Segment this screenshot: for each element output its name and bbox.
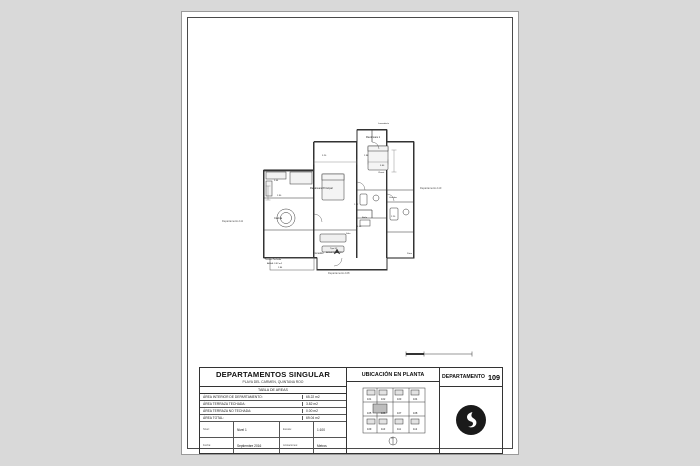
metadata-key-acotaciones: [280, 438, 314, 453]
svg-text:105: 105: [367, 412, 372, 415]
area-label: ÁREA TOTAL:: [203, 416, 224, 420]
sheet-metadata: [200, 422, 346, 453]
annotation-tipo: Tipo 52: [330, 248, 338, 250]
area-value: 3.82 m2: [302, 402, 346, 406]
dimension-2-90: 2.90: [277, 195, 282, 197]
metadata-label: Nivel:: [203, 428, 210, 431]
metadata-label: Fecha:: [203, 444, 211, 447]
title-block: [199, 367, 503, 454]
room-label-patio: Patio: [407, 253, 412, 255]
svg-text:106: 106: [381, 412, 386, 415]
metadata-key-fecha: [200, 438, 234, 453]
dimension-3-44: 3.44: [274, 180, 279, 182]
north-label: N: [391, 437, 394, 440]
unit-number: 109: [487, 372, 500, 382]
dimension-1-72: 1.72: [354, 204, 359, 206]
room-label-recamara-principal: Recámara Principal: [310, 187, 333, 190]
metadata-row-date: [200, 438, 346, 453]
svg-text:112: 112: [413, 428, 418, 431]
svg-text:108: 108: [413, 412, 418, 415]
annotation-departamento-110: Departamento 110: [420, 187, 442, 190]
svg-text:102: 102: [381, 398, 386, 401]
unit-header: [440, 368, 502, 387]
dimension-1-40: 1.40: [357, 226, 362, 228]
dimension-2-20: 2.20: [391, 216, 396, 218]
logo-area: [440, 387, 502, 453]
svg-text:111: 111: [397, 428, 401, 431]
dimension-3-60: 3.60: [380, 165, 385, 167]
area-value: 69.04 m2: [302, 416, 346, 420]
key-plan-panel: [347, 368, 440, 453]
annotation-area-int: ÁREA INT.= 7.93: [326, 252, 343, 254]
room-label-cocina: Cocina: [274, 217, 283, 220]
area-table-title: TABLA DE AREAS: [200, 387, 346, 394]
project-title: [200, 368, 346, 387]
area-value: 65.22 m2: [302, 395, 346, 399]
room-label-sala: Sala: [346, 233, 351, 235]
table-row: [200, 401, 346, 408]
annotation-departamento-111: Departamento 111: [222, 220, 244, 223]
room-label-closet: Closet: [378, 172, 385, 174]
floor-plan-svg: [182, 22, 520, 312]
metadata-key-nivel: [200, 422, 234, 437]
area-label: ÁREA INTERIOR DE DEPARTAMENTO:: [203, 395, 263, 399]
scale-bar: [404, 345, 474, 355]
logo-mark-icon: [460, 409, 482, 431]
svg-text:104: 104: [413, 398, 418, 401]
room-label-vestidor: Vestidor: [389, 197, 397, 199]
area-table: [200, 394, 346, 422]
metadata-row-level: [200, 422, 346, 438]
unit-label: DEPARTAMENTO: [442, 374, 485, 380]
metadata-key-escala: [280, 422, 314, 437]
metadata-label: Acotaciones:: [283, 444, 298, 447]
annotation-terraza-dim: 2.84: [278, 267, 283, 269]
project-location: PLAYA DEL CARMEN, QUINTANA ROO: [242, 380, 304, 384]
svg-text:109: 109: [367, 428, 372, 431]
room-label-comedor: Comedor: [313, 252, 324, 255]
key-plan-title: UBICACIÓN EN PLANTA: [347, 368, 439, 382]
area-value: 0.00 m2: [302, 409, 346, 413]
brand-logo-icon: [456, 405, 486, 435]
annotation-departamento-108: Departamento 108: [328, 272, 350, 275]
floor-plan-drawing: [182, 22, 520, 312]
title-block-left: [200, 368, 347, 453]
metadata-value: Metros: [317, 443, 327, 448]
metadata-value: 1:100: [317, 427, 325, 432]
svg-text:101: 101: [367, 398, 372, 401]
metadata-value-fecha: [234, 438, 280, 453]
area-label: ÁREA TERRAZA NO TECHADA:: [203, 409, 252, 413]
metadata-value-acotaciones: [314, 438, 346, 453]
drawing-sheet: [181, 11, 519, 455]
table-row: [200, 408, 346, 415]
area-label: ÁREA TERRAZA TECHADA:: [203, 402, 246, 406]
metadata-label: Escala:: [283, 428, 292, 431]
metadata-value: Nivel 1: [237, 427, 247, 432]
key-plan-svg: [347, 382, 440, 448]
metadata-value: Septiembre 2016: [237, 443, 262, 448]
room-label-bano: Baño: [362, 217, 368, 219]
unit-panel: [440, 368, 502, 453]
svg-text:107: 107: [397, 412, 402, 415]
svg-text:110: 110: [381, 428, 386, 431]
room-label-lavanderia: Lavandería: [378, 123, 389, 125]
table-row: [200, 394, 346, 401]
table-row: [200, 415, 346, 422]
dimension-3-20: 3.20: [322, 155, 327, 157]
annotation-terraza-techada: Terraza Techada: [265, 259, 282, 261]
key-plan: [347, 382, 439, 453]
project-name: DEPARTAMENTOS SINGULAR: [215, 370, 331, 379]
metadata-value-nivel: [234, 422, 280, 437]
metadata-value-escala: [314, 422, 346, 437]
room-label-recamara-1: Recámara 1: [366, 136, 381, 139]
annotation-area-terraza: ÁREA: 3.82 m2: [267, 263, 283, 265]
dimension-2-98: 2.98: [364, 155, 369, 157]
svg-text:103: 103: [397, 398, 402, 401]
